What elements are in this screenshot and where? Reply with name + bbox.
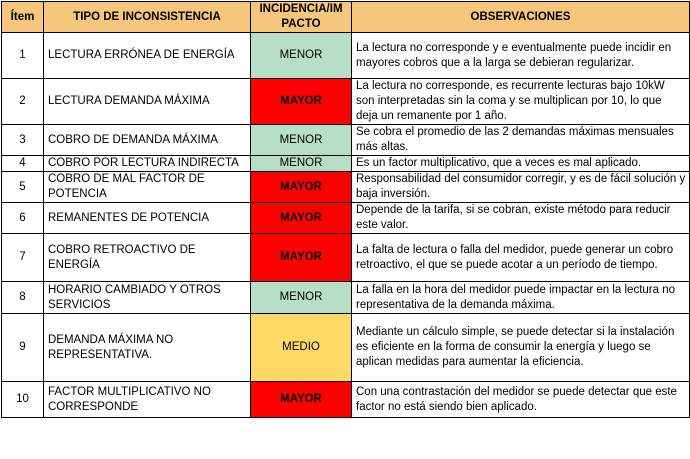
- observation: La lectura no corresponde y e eventualmente puede incidir en mayores cobros que a la larga se debieran regularizar.: [352, 33, 690, 79]
- inconsistency-type: DEMANDA MÁXIMA NO REPRESENTATIVA.: [44, 314, 251, 382]
- table-row: [2, 125, 690, 156]
- incidence-badge: MAYOR: [251, 234, 352, 282]
- inconsistency-type: COBRO RETROACTIVO DE ENERGÍA: [44, 234, 251, 282]
- table-row: [2, 314, 690, 382]
- inconsistency-type: COBRO POR LECTURA INDIRECTA: [44, 156, 251, 172]
- item-number: 5: [2, 172, 44, 203]
- incidence-badge: MENOR: [251, 33, 352, 79]
- inconsistency-type: COBRO DE DEMANDA MÁXIMA: [44, 125, 251, 156]
- observation: Es un factor multiplicativo, que a veces es mal aplicado.: [352, 156, 690, 172]
- item-number: 1: [2, 33, 44, 79]
- item-number: 6: [2, 203, 44, 234]
- incidence-badge: MAYOR: [251, 172, 352, 203]
- item-number: 2: [2, 79, 44, 125]
- table-row: [2, 33, 690, 79]
- inconsistencies-table: [1, 1, 690, 418]
- incidence-badge: MENOR: [251, 156, 352, 172]
- incidence-badge: MEDIO: [251, 314, 352, 382]
- item-number: 7: [2, 234, 44, 282]
- item-number: 10: [2, 382, 44, 418]
- observation: Responsabilidad del consumidor corregir, y es de fácil solución y baja inversión.: [352, 172, 690, 203]
- header-tipo: TIPO DE INCONSISTENCIA: [44, 2, 251, 33]
- table-row: [2, 156, 690, 172]
- observation: Con una contrastación del medidor se puede detectar que este factor no está siendo bien aplicado.: [352, 382, 690, 418]
- header-incidencia: INCIDENCIA/IM PACTO: [251, 2, 352, 33]
- header-row: [2, 2, 690, 33]
- inconsistency-type: REMANENTES DE POTENCIA: [44, 203, 251, 234]
- inconsistency-type: FACTOR MULTIPLICATIVO NO CORRESPONDE: [44, 382, 251, 418]
- table-row: [2, 172, 690, 203]
- table-body: [2, 33, 690, 418]
- table-row: [2, 282, 690, 314]
- table-row: [2, 203, 690, 234]
- observation: La falta de lectura o falla del medidor, puede generar un cobro retroactivo, el que se puede acotar a un período de tiempo.: [352, 234, 690, 282]
- observation: La lectura no corresponde, es recurrente lecturas bajo 10kW son interpretadas sin la coma y se multiplican por 10, lo que deja un remanente por 1 año.: [352, 79, 690, 125]
- table-row: [2, 79, 690, 125]
- inconsistency-type: HORARIO CAMBIADO Y OTROS SERVICIOS: [44, 282, 251, 314]
- observation: La falla en la hora del medidor puede impactar en la lectura no representativa de la demanda máxima.: [352, 282, 690, 314]
- incidence-badge: MAYOR: [251, 79, 352, 125]
- item-number: 8: [2, 282, 44, 314]
- item-number: 9: [2, 314, 44, 382]
- inconsistency-type: COBRO DE MAL FACTOR DE POTENCIA: [44, 172, 251, 203]
- inconsistency-type: LECTURA DEMANDA MÁXIMA: [44, 79, 251, 125]
- item-number: 3: [2, 125, 44, 156]
- incidence-badge: MENOR: [251, 282, 352, 314]
- observation: Mediante un cálculo simple, se puede detectar si la instalación es eficiente en la forma de consumir la energía y luego se aplican medidas para aumentar la eficiencia.: [352, 314, 690, 382]
- incidence-badge: MAYOR: [251, 382, 352, 418]
- item-number: 4: [2, 156, 44, 172]
- incidence-badge: MENOR: [251, 125, 352, 156]
- table-row: [2, 234, 690, 282]
- header-item: Ítem: [2, 2, 44, 33]
- inconsistency-type: LECTURA ERRÓNEA DE ENERGÍA: [44, 33, 251, 79]
- observation: Se cobra el promedio de las 2 demandas máximas mensuales más altas.: [352, 125, 690, 156]
- incidence-badge: MAYOR: [251, 203, 352, 234]
- header-observaciones: OBSERVACIONES: [352, 2, 690, 33]
- table-row: [2, 382, 690, 418]
- observation: Depende de la tarifa, si se cobran, existe método para reducir este valor.: [352, 203, 690, 234]
